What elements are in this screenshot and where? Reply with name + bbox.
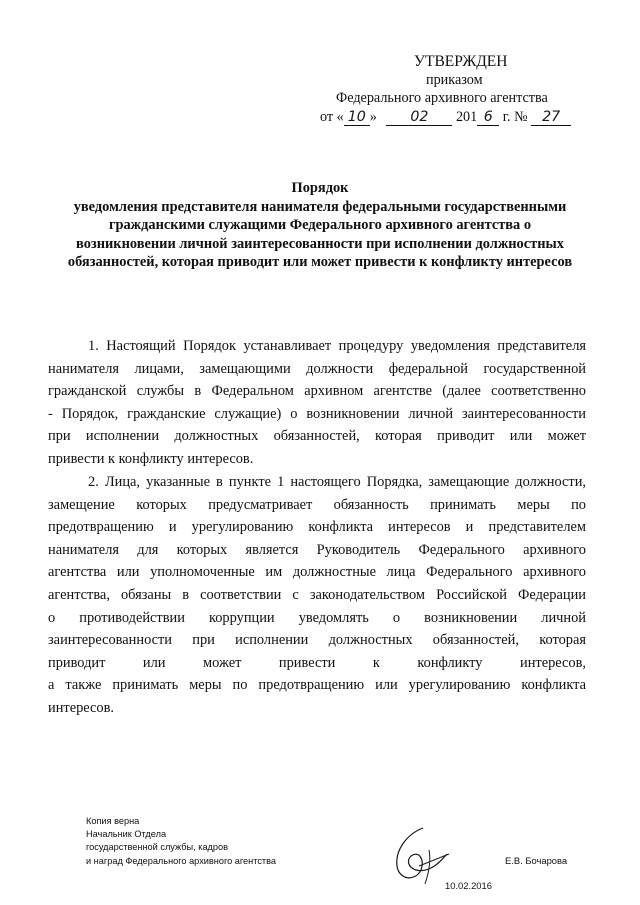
text-line: нанимателя лицами, замещающими должности федеральной государственной [48, 360, 586, 377]
text-line: заинтересованности при исполнении должностных обязанностей, которая [48, 632, 586, 649]
document-title [30, 179, 610, 272]
text-line: приводит или может привести к конфликту интересов, [48, 654, 586, 671]
text-line: а также принимать меры по предотвращению или урегулированию конфликта [48, 677, 586, 694]
approval-agency: Федерального архивного агентства [336, 90, 548, 106]
text-line: агентства, обязаны в соответствии с законодательством Российской Федерации [48, 586, 586, 603]
text-line: агентства или уполномоченные им должностные лица Федерального архивного [48, 564, 586, 581]
title-line: гражданскими служащими Федерального архивного агентства о [108, 217, 532, 233]
position-line: государственной службы, кадров [86, 842, 229, 853]
text-line: гражданской службы в Федеральном архивном агентстве (далее соответственно [48, 383, 586, 400]
text-line: о противодействии коррупции уведомлять о возникновении личной [48, 609, 586, 626]
year-prefix: 201 [455, 109, 478, 125]
certification-block [86, 815, 276, 868]
date-prefix: от « [320, 109, 344, 125]
text-line: 2. Лица, указанные в пункте 1 настоящего Порядка, замещающие должности, [88, 474, 586, 490]
position-line: и наград Федерального архивного агентства [86, 855, 277, 866]
paragraph-1 [48, 335, 586, 471]
approval-heading: УТВЕРЖДЕН [414, 53, 508, 70]
text-line: при исполнении должностных обязанностей, которая приводит или может [48, 428, 586, 445]
paragraph-2 [48, 471, 586, 720]
text-line: привести к конфликту интересов. [48, 450, 254, 467]
text-line: - Порядок, гражданские служащие) о возникновении личной заинтересованности [48, 405, 586, 422]
title-line: Порядок [291, 180, 349, 196]
copy-true-label: Копия верна [86, 816, 140, 826]
order-number: 27 [531, 109, 571, 126]
approval-date-line [320, 108, 571, 127]
signer-name: Е.В. Бочарова [505, 855, 568, 866]
text-line: интересов. [48, 699, 114, 716]
position-line: Начальник Отдела [86, 829, 167, 840]
certification-date: 10.02.2016 [445, 880, 492, 891]
title-line: возникновении личной заинтересованности при исполнении должностных [76, 235, 564, 252]
title-line: уведомления представителя нанимателя федеральными государственными [73, 198, 567, 215]
text-line: предотвращению и урегулированию конфликта интересов и представителем [48, 519, 586, 536]
approval-order-word: приказом [426, 72, 483, 88]
date-mid: » [369, 109, 377, 125]
text-line: 1. Настоящий Порядок устанавливает процедуру уведомления представителя [88, 338, 586, 354]
text-line: замещение которых предусматривает обязанность принимать меры по [48, 496, 586, 513]
date-month: 02 [386, 109, 452, 126]
text-line: нанимателя для которых является Руководитель Федерального архивного [48, 541, 586, 558]
title-line: обязанностей, которая приводит или может привести к конфликту интересов [67, 254, 573, 270]
year-suffix: г. № [502, 109, 528, 125]
date-day: 10 [344, 109, 370, 126]
year-digit: 6 [477, 109, 499, 126]
